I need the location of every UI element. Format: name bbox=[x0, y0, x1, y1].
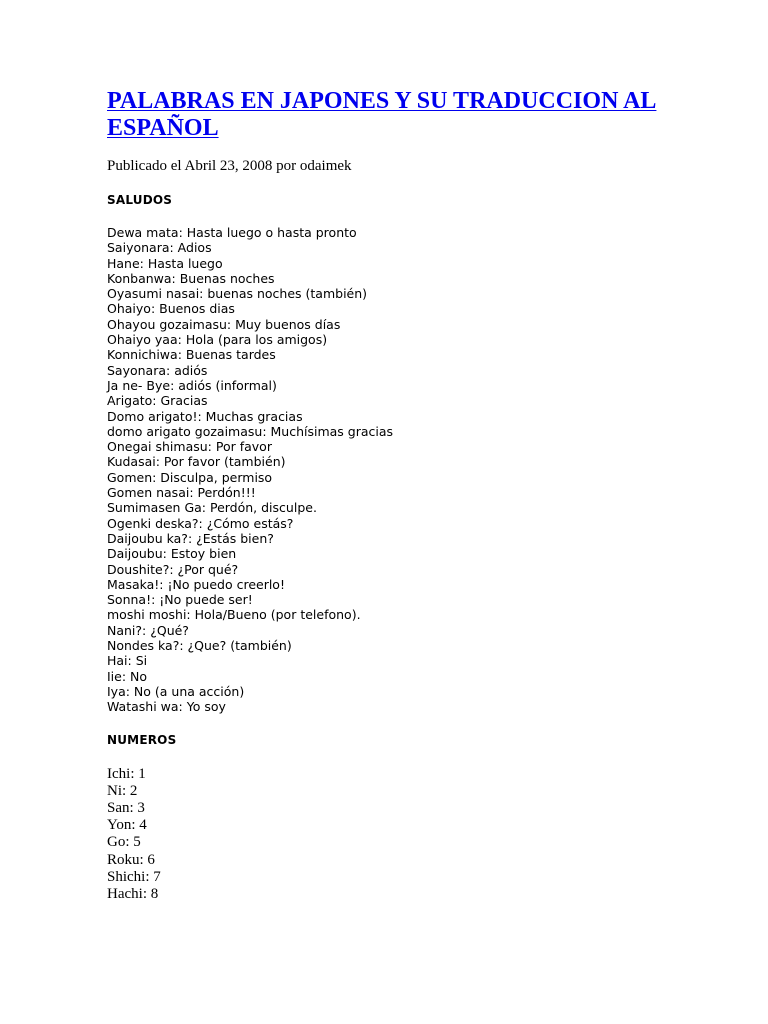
saludos-list-item: Konbanwa: Buenas noches bbox=[107, 270, 275, 286]
saludos-list-item: domo arigato gozaimasu: Muchísimas gracias bbox=[107, 423, 394, 439]
saludos-list-item: Gomen nasai: Perdón!!! bbox=[107, 485, 256, 501]
saludos-list-item: Saiyonara: Adios bbox=[107, 240, 212, 256]
saludos-list-item: Daijoubu: Estoy bien bbox=[107, 546, 237, 562]
saludos-list-item: Konnichiwa: Buenas tardes bbox=[107, 347, 276, 363]
saludos-list-item: Ja ne- Bye: adiós (informal) bbox=[107, 377, 277, 393]
section-heading-saludos: SALUDOS bbox=[107, 193, 173, 207]
saludos-list-item: Ohayou gozaimasu: Muy buenos días bbox=[107, 316, 341, 332]
saludos-list-item: Onegai shimasu: Por favor bbox=[107, 439, 272, 455]
article bbox=[107, 88, 667, 903]
numeros-list bbox=[107, 766, 667, 904]
numeros-list-item: Ni: 2 bbox=[107, 782, 138, 799]
saludos-list-item: Sayonara: adiós bbox=[107, 362, 208, 378]
saludos-list-item: Hane: Hasta luego bbox=[107, 255, 223, 271]
saludos-list-item: Doushite?: ¿Por qué? bbox=[107, 561, 239, 577]
saludos-list-item: Daijoubu ka?: ¿Estás bien? bbox=[107, 530, 274, 546]
saludos-list bbox=[107, 225, 667, 715]
saludos-list-item: moshi moshi: Hola/Bueno (por telefono). bbox=[107, 607, 361, 623]
article-title-link[interactable]: PALABRAS EN JAPONES Y SU TRADUCCION AL ESPAÑOL bbox=[107, 88, 657, 141]
saludos-list-item: Ogenki deska?: ¿Cómo estás? bbox=[107, 515, 294, 531]
saludos-list-item: Iya: No (a una acción) bbox=[107, 683, 245, 699]
numeros-list-item: Yon: 4 bbox=[107, 817, 147, 834]
saludos-list-item: Hai: Si bbox=[107, 653, 148, 669]
saludos-list-item: Iie: No bbox=[107, 668, 148, 684]
numeros-list-item: Ichi: 1 bbox=[107, 765, 146, 782]
saludos-list-item: Masaka!: ¡No puedo creerlo! bbox=[107, 576, 285, 592]
saludos-list-item: Watashi wa: Yo soy bbox=[107, 699, 226, 715]
numeros-list-item: San: 3 bbox=[107, 799, 145, 816]
saludos-list-item: Ohaiyo yaa: Hola (para los amigos) bbox=[107, 332, 328, 348]
saludos-list-item: Nondes ka?: ¿Que? (también) bbox=[107, 638, 292, 654]
saludos-list-item: Domo arigato!: Muchas gracias bbox=[107, 408, 303, 424]
saludos-list-item: Kudasai: Por favor (también) bbox=[107, 454, 286, 470]
saludos-list-item: Sonna!: ¡No puede ser! bbox=[107, 592, 253, 608]
numeros-list-item: Hachi: 8 bbox=[107, 885, 159, 902]
saludos-list-item: Dewa mata: Hasta luego o hasta pronto bbox=[107, 225, 357, 240]
saludos-list-item: Ohaiyo: Buenos dias bbox=[107, 301, 235, 317]
numeros-list-item: Roku: 6 bbox=[107, 851, 155, 868]
saludos-list-item: Gomen: Disculpa, permiso bbox=[107, 469, 273, 485]
saludos-list-item: Oyasumi nasai: buenas noches (también) bbox=[107, 286, 368, 302]
section-heading-numeros: NUMEROS bbox=[107, 732, 177, 747]
numeros-list-item: Shichi: 7 bbox=[107, 868, 161, 885]
numeros-list-item: Go: 5 bbox=[107, 834, 141, 851]
saludos-list-item: Arigato: Gracias bbox=[107, 393, 208, 409]
article-byline: Publicado el Abril 23, 2008 por odaimek bbox=[107, 158, 352, 174]
saludos-list-item: Sumimasen Ga: Perdón, disculpe. bbox=[107, 500, 317, 516]
saludos-list-item: Nani?: ¿Qué? bbox=[107, 622, 189, 638]
